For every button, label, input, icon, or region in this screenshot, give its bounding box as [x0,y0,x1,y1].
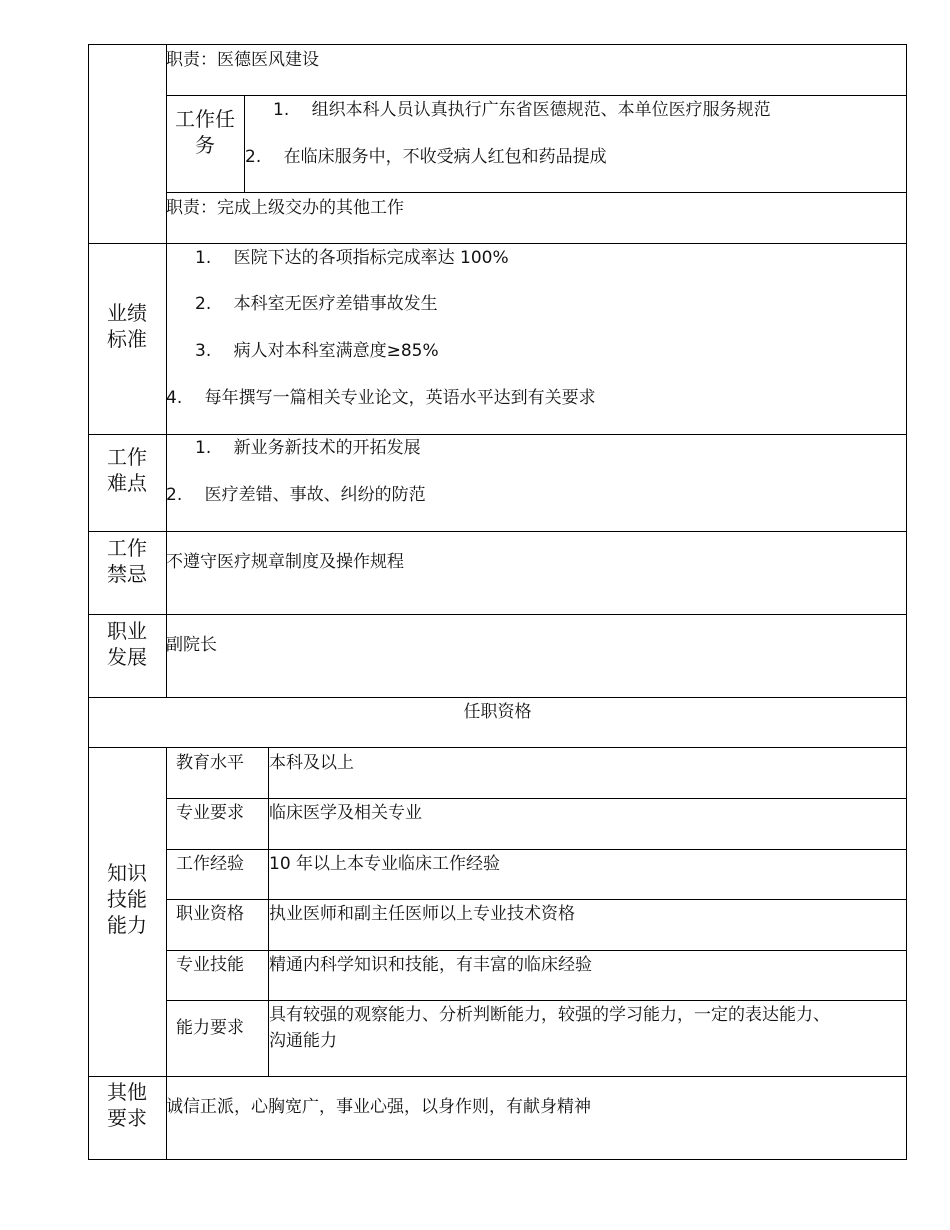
difficulty-item: 1. 新业务新技术的开拓发展 [195,438,421,458]
rule [166,849,907,850]
difficulty-item: 2. 医疗差错、事故、纠纷的防范 [166,485,426,505]
task-item: 2. 在临床服务中，不收受病人红包和药品提成 [245,147,607,167]
performance-item: 4. 每年撰写一篇相关专业论文，英语水平达到有关要求 [166,388,596,408]
career-label [88,618,166,670]
performance-item: 2. 本科室无医疗差错事故发生 [195,294,438,314]
knowledge-label-line-1: 知识 [107,861,147,885]
rule [88,697,907,698]
taboos-label-line-1: 工作 [107,536,147,560]
duty-ethics-title: 职责：医德医风建设 [166,50,319,70]
rule [166,95,907,96]
qualification-key: 专业技能 [176,955,244,975]
qualification-key: 专业要求 [176,803,244,823]
qualification-key: 职业资格 [176,904,244,924]
rule [88,747,907,748]
rule [88,531,907,532]
duty-other-title: 职责：完成上级交办的其他工作 [166,198,404,218]
qualification-value: 本科及以上 [269,753,354,773]
task-label [166,106,244,158]
rule [906,44,907,1160]
rule [166,798,907,799]
knowledge-label-line-2: 技能 [107,887,147,911]
rule [88,44,907,45]
rule [88,434,907,435]
rule [88,1076,907,1077]
other-label [88,1079,166,1131]
other-label-line-1: 其他 [107,1080,147,1104]
difficulties-label-line-2: 难点 [107,471,147,495]
qualification-value: 具有较强的观察能力、分析判断能力，较强的学习能力，一定的表达能力、 [269,1005,830,1025]
task-label-line-2: 务 [195,133,215,157]
career-label-line-2: 发展 [107,645,147,669]
taboos-label-line-2: 禁忌 [107,562,147,586]
performance-label-line-2: 标准 [107,327,147,351]
rule [166,950,907,951]
task-item: 1. 组织本科人员认真执行广东省医德规范、本单位医疗服务规范 [273,100,771,120]
rule [88,44,89,1160]
task-label-line-1: 工作任 [175,107,235,131]
performance-label-line-1: 业绩 [107,301,147,325]
rule [166,899,907,900]
performance-item: 1. 医院下达的各项指标完成率达 100% [195,248,509,268]
rule [244,95,245,193]
rule [88,1159,907,1160]
difficulties-label-line-1: 工作 [107,445,147,469]
rule [88,614,907,615]
knowledge-label [88,860,166,938]
qualification-key: 教育水平 [176,753,244,773]
qualification-value: 10 年以上本专业临床工作经验 [269,854,501,874]
knowledge-label-line-3: 能力 [107,913,147,937]
taboos-label [88,535,166,587]
qualification-value-continued: 沟通能力 [269,1031,337,1051]
qualification-key: 工作经验 [176,854,244,874]
qualification-value: 精通内科学知识和技能，有丰富的临床经验 [269,955,592,975]
qualification-key: 能力要求 [176,1018,244,1038]
rule [166,1000,907,1001]
career-text: 副院长 [166,635,217,655]
taboos-text: 不遵守医疗规章制度及操作规程 [166,552,404,572]
qualification-value: 临床医学及相关专业 [269,803,422,823]
other-label-line-2: 要求 [107,1106,147,1130]
performance-label [88,300,166,352]
difficulties-label [88,444,166,496]
rule [88,243,907,244]
performance-item: 3. 病人对本科室满意度≥85% [195,341,439,361]
qualifications-title: 任职资格 [463,702,532,722]
career-label-line-1: 职业 [107,619,147,643]
qualification-value: 执业医师和副主任医师以上专业技术资格 [269,904,575,924]
other-text: 诚信正派，心胸宽广，事业心强，以身作则，有献身精神 [166,1097,591,1117]
rule [166,192,907,193]
